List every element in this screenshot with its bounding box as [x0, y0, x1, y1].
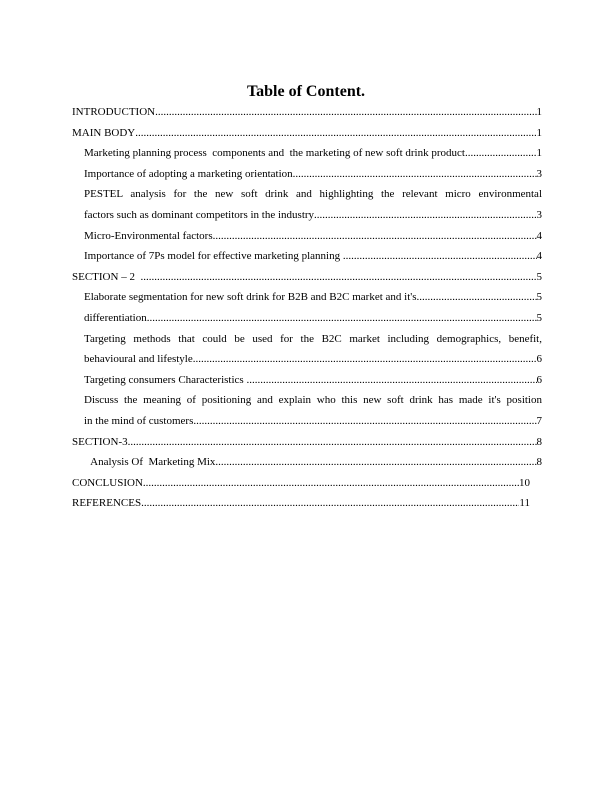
toc-entry-text: MAIN BODY: [72, 126, 136, 139]
toc-entry-7ps-model[interactable]: [72, 246, 542, 267]
leader-dots: [143, 473, 519, 494]
toc-entry-text: Elaborate segmentation for new soft drink for B2B and B2C market and it's: [84, 291, 417, 304]
toc-entry-main-body[interactable]: [72, 123, 542, 144]
toc-page-number: 4: [536, 250, 542, 263]
toc-entry-section-3[interactable]: [72, 432, 542, 453]
toc-entry-micro-environmental[interactable]: [72, 226, 542, 247]
toc-entry-text-continued: behavioural and lifestyle: [84, 353, 193, 366]
toc-entry-text: Targeting methods that could be used for the B2C market including demographics, benefit,: [84, 332, 542, 345]
toc-entry-conclusion[interactable]: [72, 473, 542, 494]
toc-entry-text: REFERENCES: [72, 497, 142, 510]
toc-entry-text: Targeting consumers Characteristics: [84, 373, 247, 386]
toc-entry-text: Marketing planning process components and the marketing of new soft drink product: [84, 147, 465, 160]
leader-dots: [293, 164, 537, 185]
toc-entry-text: PESTEL analysis for the new soft drink and highlighting the relevant micro environmental: [84, 188, 542, 201]
toc-entry-pestel-analysis[interactable]: [72, 184, 542, 205]
toc-page-number: 6: [536, 353, 542, 366]
toc-entry-text: Importance of 7Ps model for effective marketing planning: [84, 250, 343, 263]
leader-dots: [215, 452, 536, 473]
toc-entry-text: Importance of adopting a marketing orientation: [84, 167, 293, 180]
toc-entry-positioning-cont[interactable]: [72, 411, 542, 432]
toc-page-number: 8: [536, 456, 542, 469]
toc-page-number: 6: [536, 373, 542, 386]
toc-page-number: 8: [536, 435, 542, 448]
leader-dots: [213, 226, 537, 247]
toc-entry-text: differentiation: [84, 311, 147, 324]
toc-entry-text: Discuss the meaning of positioning and explain who this new soft drink has made it's position: [84, 394, 542, 407]
toc-page-number: 1: [536, 126, 542, 139]
toc-page-number: 7: [536, 414, 542, 427]
toc-page-number: 5: [536, 270, 542, 283]
leader-dots: [417, 287, 537, 308]
toc-entry-positioning[interactable]: [72, 390, 542, 411]
toc-entry-section-2[interactable]: [72, 267, 542, 288]
toc-entry-targeting-characteristics[interactable]: [72, 370, 542, 391]
toc-page-number: 5: [536, 291, 542, 304]
toc-entry-text-continued: factors such as dominant competitors in the industry: [84, 208, 315, 221]
toc-page-number: 4: [536, 229, 542, 242]
toc-entry-pestel-analysis-cont[interactable]: [72, 205, 542, 226]
toc-entry-marketing-mix[interactable]: [72, 452, 542, 473]
leader-dots: [128, 432, 537, 453]
toc-entry-targeting-methods[interactable]: [72, 329, 542, 350]
leader-dots: [141, 493, 519, 514]
leader-dots: [314, 205, 536, 226]
leader-dots: [147, 308, 537, 329]
toc-page-number: 1: [536, 147, 542, 160]
toc-entry-text: Analysis Of Marketing Mix: [88, 456, 216, 469]
leader-dots: [135, 123, 536, 144]
leader-dots: [193, 349, 537, 370]
leader-dots: [465, 143, 537, 164]
toc-entry-references[interactable]: [72, 493, 542, 514]
page-title: Table of Content.: [246, 83, 366, 100]
toc-page-number: 3: [536, 167, 542, 180]
toc-entry-marketing-planning-process[interactable]: [72, 143, 542, 164]
toc-entry-text: CONCLUSION: [72, 476, 143, 489]
toc-entry-text: SECTION-3: [72, 435, 128, 448]
table-of-contents: [72, 102, 542, 514]
toc-entry-text-continued: in the mind of customers: [84, 414, 194, 427]
toc-page-number: 10: [519, 476, 530, 489]
toc-entry-text: INTRODUCTION: [72, 106, 156, 118]
toc-entry-segmentation[interactable]: [72, 287, 542, 308]
leader-dots: [343, 246, 537, 267]
toc-entry-targeting-methods-cont[interactable]: [72, 349, 542, 370]
toc-entry-introduction[interactable]: [72, 102, 542, 123]
toc-entry-differentiation[interactable]: [72, 308, 542, 329]
leader-dots: [140, 267, 536, 288]
leader-dots: [155, 102, 536, 123]
toc-page-number: 11: [519, 497, 530, 510]
toc-page-number: 5: [536, 311, 542, 324]
toc-entry-marketing-orientation[interactable]: [72, 164, 542, 185]
toc-page-number: 1: [536, 106, 542, 118]
toc-entry-text: Micro-Environmental factors: [84, 229, 213, 242]
toc-page-number: 3: [536, 208, 542, 221]
leader-dots: [246, 370, 536, 391]
leader-dots: [193, 411, 536, 432]
toc-entry-text: SECTION – 2: [72, 270, 141, 283]
